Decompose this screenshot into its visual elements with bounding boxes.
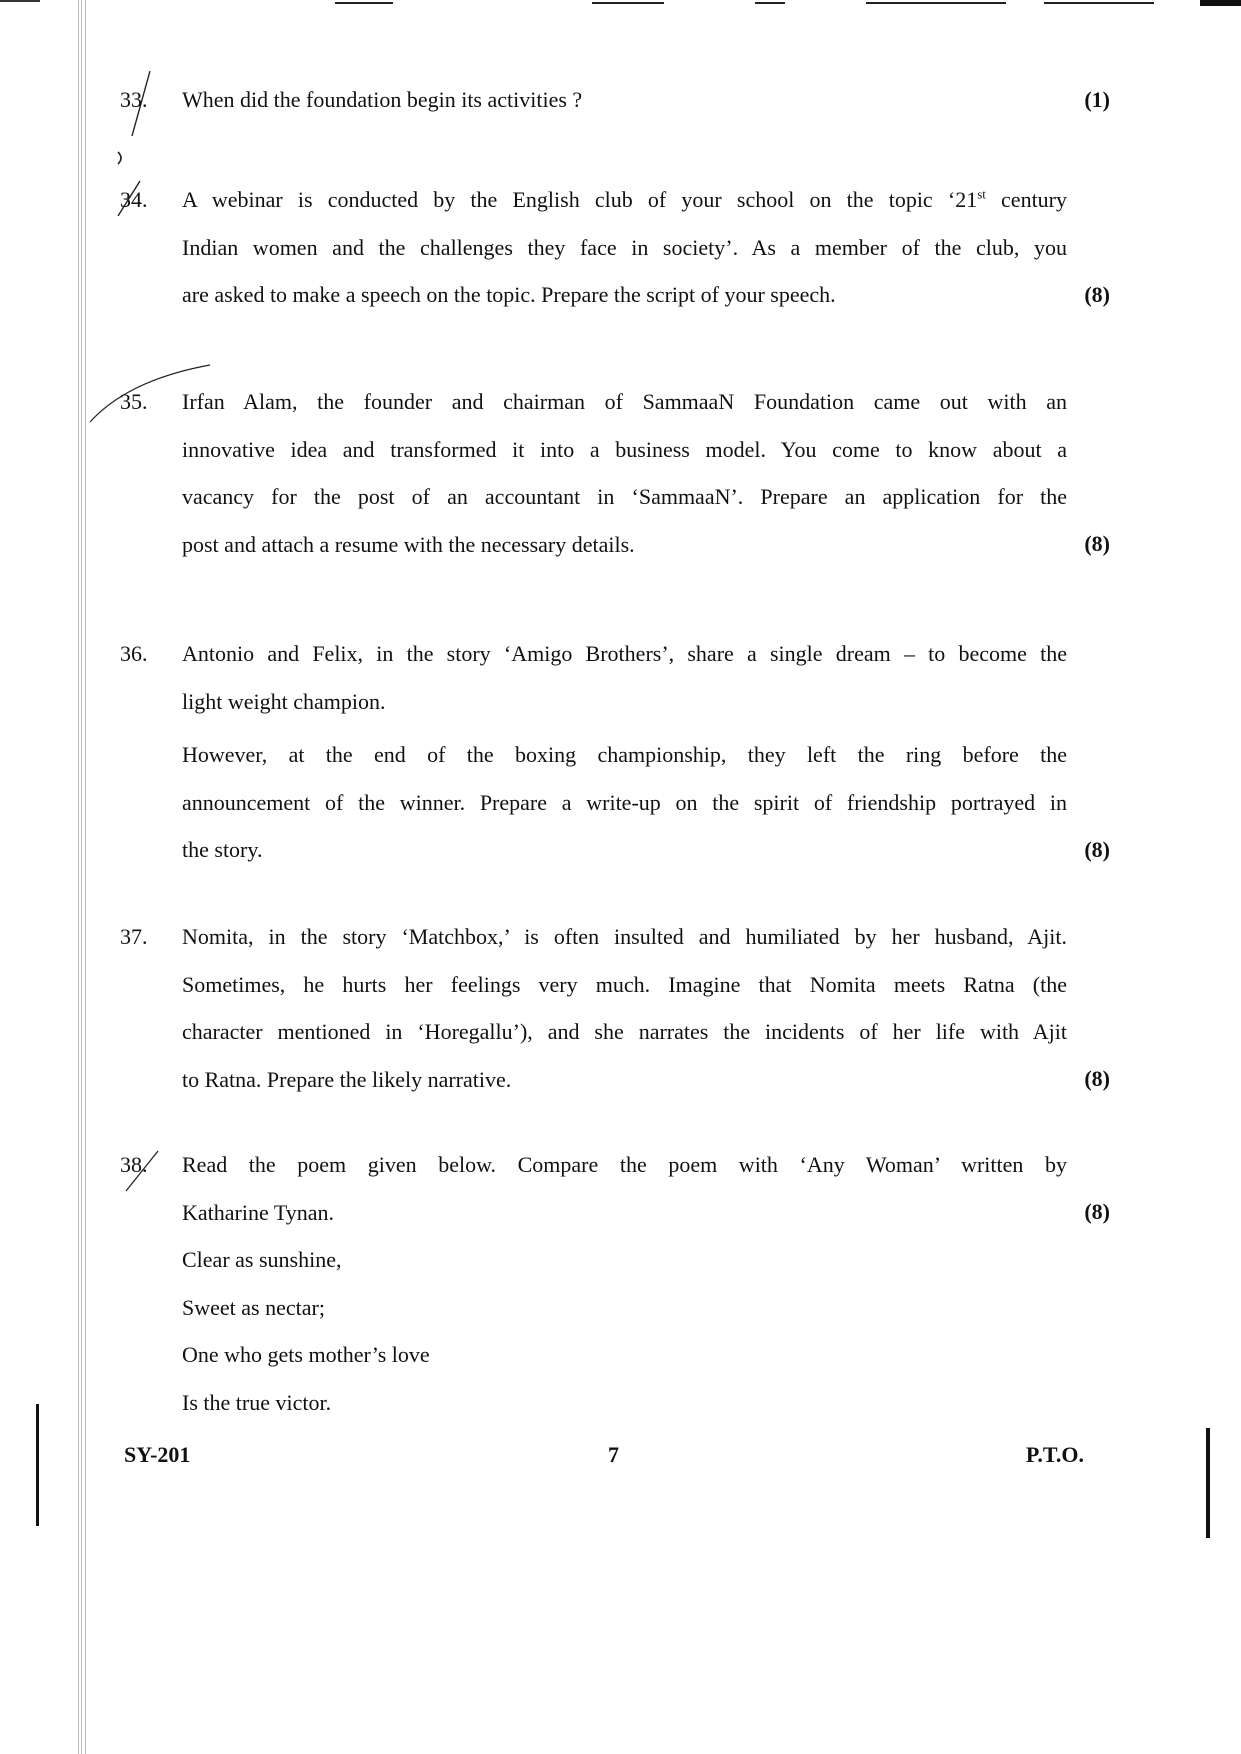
question-number: 34. (120, 187, 148, 212)
question-text: Antonio and Felix, in the story ‘Amigo Brothers’, share a single dream – to become the (182, 641, 1067, 666)
paper-code: SY-201 (124, 1442, 191, 1467)
poem-line: Clear as sunshine, (182, 1247, 342, 1272)
question-text: innovative idea and transformed it into a business model. You come to know about a (182, 436, 1067, 462)
margin-line (85, 0, 86, 1754)
scan-edge (0, 0, 40, 2)
margin-line (78, 0, 79, 1754)
pto-label: P.T.O. (1025, 1442, 1084, 1467)
question-text: Read the poem given below. Compare the poem with ‘Any Woman’ written by (182, 1152, 1067, 1177)
question-text: Irfan Alam, the founder and chairman of SammaaN Foundation came out with an (182, 389, 1067, 414)
scan-edge (755, 2, 785, 4)
question-text: the story. (182, 837, 263, 862)
question-text: A webinar is conducted by the English club of your school on the topic ‘21st century (182, 186, 1068, 212)
question-text: However, at the end of the boxing championship, they left the ring before the (182, 742, 1067, 767)
question-text: vacancy for the post of an accountant in ‘SammaaN’. Prepare an application for the (182, 484, 1067, 509)
marks-label: (1) (1084, 87, 1110, 112)
question-number: 37. (120, 924, 148, 949)
scan-edge (866, 2, 1006, 4)
question-text: Indian women and the challenges they face in society’. As a member of the club, you (182, 234, 1067, 260)
poem-line: Sweet as nectar; (182, 1294, 325, 1320)
question-number: 35. (120, 389, 148, 414)
question-number: 38. (120, 1152, 148, 1177)
question-text: post and attach a resume with the necessary details. (182, 531, 635, 557)
poem-line: One who gets mother’s love (182, 1342, 430, 1367)
poem-line: Is the true victor. (182, 1389, 332, 1415)
scan-edge (592, 2, 664, 4)
scan-edge (1206, 1428, 1210, 1538)
question-text: Sometimes, he hurts her feelings very much. Imagine that Nomita meets Ratna (the (182, 971, 1067, 997)
marks-label: (8) (1084, 1066, 1110, 1091)
marks-label: (8) (1084, 1199, 1110, 1224)
marks-label: (8) (1084, 837, 1110, 862)
question-number: 36. (120, 641, 148, 666)
scan-edge (1044, 2, 1154, 4)
question-text: When did the foundation begin its activities ? (182, 87, 583, 112)
page-number: 7 (608, 1442, 619, 1467)
poem (182, 1236, 1067, 1426)
scan-edge (1200, 0, 1241, 6)
margin-line (81, 0, 82, 1754)
scan-edge (335, 2, 393, 4)
marks-label: (8) (1084, 282, 1110, 307)
question-text: announcement of the winner. Prepare a write-up on the spirit of friendship portrayed in (182, 789, 1067, 815)
question-text: to Ratna. Prepare the likely narrative. (182, 1066, 512, 1092)
marks-label: (8) (1084, 531, 1110, 556)
question-text: Katharine Tynan. (182, 1199, 335, 1225)
question-text: are asked to make a speech on the topic. Prepare the script of your speech. (182, 282, 836, 307)
question-text: character mentioned in ‘Horegallu’), and she narrates the incidents of her life with Ajit (182, 1019, 1067, 1044)
question-number: 33. (120, 87, 148, 112)
question-text: Nomita, in the story ‘Matchbox,’ is often insulted and humiliated by her husband, Ajit. (182, 924, 1067, 949)
scan-edge (36, 1404, 39, 1526)
question-text: light weight champion. (182, 688, 386, 714)
